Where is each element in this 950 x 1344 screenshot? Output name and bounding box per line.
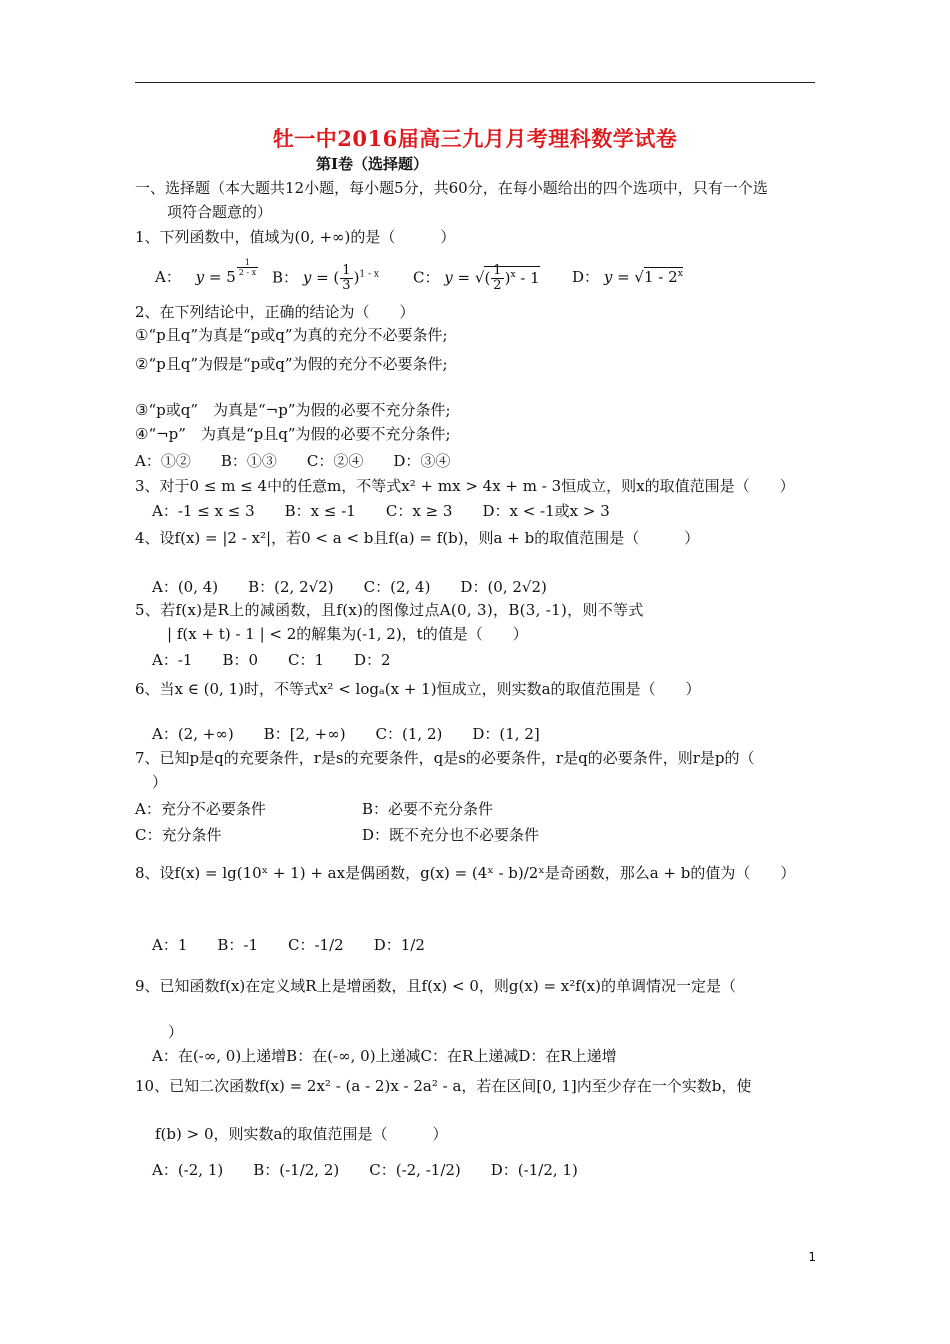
header-rule [135, 82, 815, 83]
q7-option-b: B：必要不充分条件 [362, 800, 494, 818]
q9-stem-line2: ） [168, 1023, 184, 1041]
exam-title: 牡一中2016届高三九月月考理科数学试卷 [272, 126, 678, 151]
q4-stem: 4、设f(x) = |2 - x²|，若0 < a < b且f(a) = f(b)，则a + b的取值范围是（ ） [135, 529, 700, 547]
section-instructions-line1: 一、选择题（本大题共12小题，每小题5分，共60分，在每小题给出的四个选项中，只有一个选 [135, 179, 768, 197]
section-instructions-line2: 项符合题意的） [167, 203, 273, 221]
q2-options: A：①② B：①③ C：②④ D：③④ [135, 452, 451, 470]
q8-stem: 8、设f(x) = lg(10ˣ + 1) + ax是偶函数，g(x) = (4ˣ - b)/2ˣ是奇函数，那么a + b的值为（ ） [135, 864, 796, 882]
q10-stem-line1: 10、已知二次函数f(x) = 2x² - (a - 2)x - 2a² - a，若在区间[0, 1]内至少存在一个实数b，使 [135, 1077, 752, 1095]
q1-option-c: C： y = √( $\frac{1}{2}$ )$^x$ - 1 [413, 263, 540, 293]
q9-options: A：在(-∞, 0)上递增B：在(-∞, 0)上递减C：在R上递减D：在R上递增 [152, 1047, 617, 1065]
q2-statement-3: ③“p或q” 为真是“¬p”为假的必要不充分条件; [135, 401, 451, 419]
q5-options: A：-1 B：0 C：1 D：2 [152, 651, 391, 669]
q1-option-d: D： y = √1 - 2$^x$ [572, 268, 683, 286]
q10-options: A：(-2, 1) B：(-1/2, 2) C：(-2, -1/2) D：(-1/2, 1) [152, 1161, 578, 1179]
q9-stem-line1: 9、已知函数f(x)在定义域R上是增函数，且f(x) < 0，则g(x) = x²f(x)的单调情况一定是（ [135, 977, 736, 995]
q1-option-a: A： y = 5 $^{\frac{1}{2 - x}}$ [155, 258, 257, 286]
q8-options: A：1 B：-1 C：-1/2 D：1/2 [152, 936, 425, 954]
q6-options: A：(2, +∞) B：[2, +∞) C：(1, 2) D：(1, 2] [152, 725, 540, 743]
q1-option-d-label: D： [572, 268, 600, 286]
q7-option-d: D：既不充分也不必要条件 [362, 826, 540, 844]
q1-stem: 1、下列函数中，值域为(0, +∞)的是（ ） [135, 228, 456, 246]
q5-stem-line1: 5、若f(x)是R上的减函数，且f(x)的图像过点A(0, 3)，B(3, -1)，则不等式 [135, 601, 644, 619]
section-title: 第Ⅰ卷（选择题） [316, 155, 429, 173]
q2-statement-1: ①“p且q”为真是“p或q”为真的充分不必要条件; [135, 326, 448, 344]
q6-stem: 6、当x ∈ (0, 1)时，不等式x² < logₐ(x + 1)恒成立，则实数a的取值范围是（ ） [135, 680, 701, 698]
q3-stem: 3、对于0 ≤ m ≤ 4中的任意m，不等式x² + mx > 4x + m - 3恒成立，则x的取值范围是（ ） [135, 477, 795, 495]
q1-option-c-label: C： [413, 268, 440, 287]
q2-statement-4: ④“¬p” 为真是“p且q”为假的必要不充分条件; [135, 425, 451, 443]
q2-stem: 2、在下列结论中，正确的结论为（ ） [135, 303, 415, 321]
q5-stem-line2: | f(x + t) - 1 | < 2的解集为(-1, 2)，t的值是（ ） [167, 625, 528, 643]
q3-options: A：-1 ≤ x ≤ 3 B：x ≤ -1 C：x ≥ 3 D：x < -1或x > 3 [152, 502, 610, 520]
q7-option-c: C：充分条件 [135, 826, 222, 844]
q1-option-a-label: A： [155, 268, 181, 286]
q1-option-b-label: B： [272, 268, 299, 287]
q4-options: A：(0, 4) B：(2, 2√2) C：(2, 4) D：(0, 2√2) [152, 578, 547, 596]
q10-stem-line2: f(b) > 0，则实数a的取值范围是（ ） [155, 1125, 448, 1143]
q2-statement-2: ②“p且q”为假是“p或q”为假的充分不必要条件; [135, 355, 448, 373]
q7-stem-line2: ） [152, 773, 168, 791]
page-number: 1 [808, 1250, 816, 1264]
q7-stem-line1: 7、已知p是q的充要条件，r是s的充要条件，q是s的必要条件，r是q的必要条件，则r是p的（ [135, 749, 755, 767]
q7-option-a: A：充分不必要条件 [135, 800, 266, 818]
q1-option-b: B： y = ( $\frac{1}{3}$ )$^{1 - x}$ [272, 263, 379, 293]
